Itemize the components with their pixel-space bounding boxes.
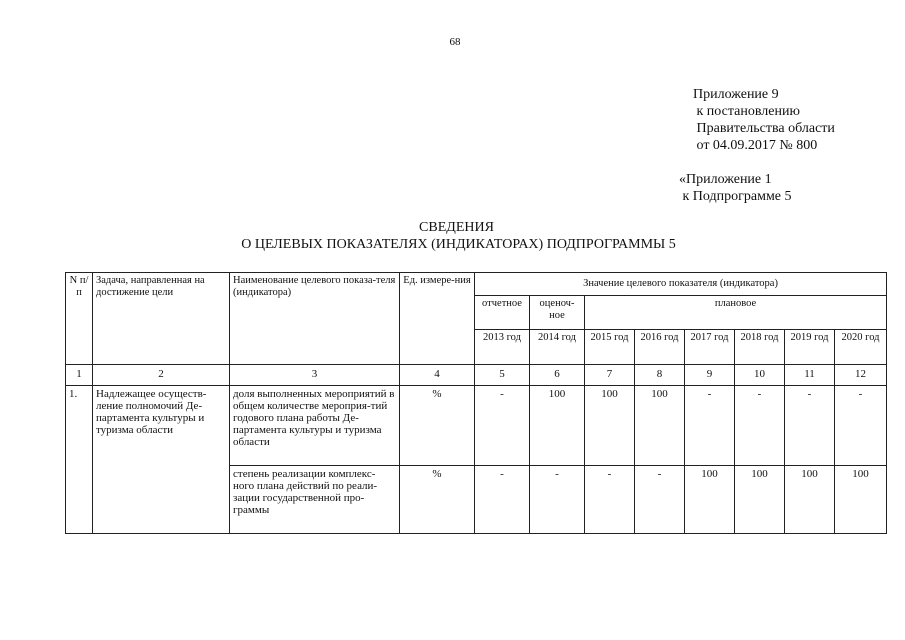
row-value: - <box>530 466 585 534</box>
header-task: Задача, направленная на достижение цели <box>93 273 230 365</box>
column-number-row <box>66 365 887 386</box>
row-indicator: доля выполненных мероприятий в общем количестве мероприя-тий годового плана работы Де-партамента культуры и туризма области <box>230 386 400 466</box>
header-year: 2016 год <box>635 330 685 365</box>
column-number: 7 <box>585 365 635 386</box>
header-value: Значение целевого показателя (индикатора) <box>475 273 887 296</box>
row-value: 100 <box>835 466 887 534</box>
appendix-sub-block <box>679 171 792 205</box>
row-num: 1. <box>66 386 93 534</box>
column-number: 6 <box>530 365 585 386</box>
table-row <box>66 386 887 466</box>
column-number: 3 <box>230 365 400 386</box>
appendix-main-line: от 04.09.2017 № 800 <box>693 138 818 153</box>
header-unit: Ед. измере-ния <box>400 273 475 365</box>
column-number: 12 <box>835 365 887 386</box>
row-value: 100 <box>635 386 685 466</box>
header-year: 2013 год <box>475 330 530 365</box>
row-value: - <box>685 386 735 466</box>
header-year: 2015 год <box>585 330 635 365</box>
header-num: N п/п <box>66 273 93 365</box>
row-unit: % <box>400 386 475 466</box>
header-year: 2018 год <box>735 330 785 365</box>
row-value: - <box>735 386 785 466</box>
row-value: - <box>585 466 635 534</box>
row-indicator: степень реализации комплекс-ного плана действий по реали-зации государственной про-граммы <box>230 466 400 534</box>
header-planned: плановое <box>585 296 887 330</box>
row-value: 100 <box>530 386 585 466</box>
row-value: 100 <box>585 386 635 466</box>
appendix-main-line: Приложение 9 <box>693 87 779 102</box>
header-year: 2017 год <box>685 330 735 365</box>
row-value: - <box>835 386 887 466</box>
row-value: - <box>475 386 530 466</box>
row-task: Надлежащее осуществ-ление полномочий Де-партамента культуры и туризма области <box>93 386 230 534</box>
column-number: 4 <box>400 365 475 386</box>
header-reported: отчетное <box>475 296 530 330</box>
row-value: - <box>785 386 835 466</box>
appendix-main-line: Правительства области <box>693 121 835 136</box>
row-value: - <box>635 466 685 534</box>
header-year: 2020 год <box>835 330 887 365</box>
column-number: 2 <box>93 365 230 386</box>
appendix-sub-line: «Приложение 1 <box>679 172 772 187</box>
row-value: 100 <box>735 466 785 534</box>
document-title <box>0 219 905 253</box>
column-number: 9 <box>685 365 735 386</box>
column-number: 10 <box>735 365 785 386</box>
appendix-main-line: к постановлению <box>693 104 800 119</box>
header-year: 2019 год <box>785 330 835 365</box>
column-number: 8 <box>635 365 685 386</box>
header-indicator: Наименование целевого показа-теля (индикатора) <box>230 273 400 365</box>
row-value: 100 <box>685 466 735 534</box>
row-value: 100 <box>785 466 835 534</box>
page-number: 68 <box>449 36 461 48</box>
title-line-2: О ЦЕЛЕВЫХ ПОКАЗАТЕЛЯХ (ИНДИКАТОРАХ) ПОДПРОГРАММЫ 5 <box>241 237 676 252</box>
row-value: - <box>475 466 530 534</box>
header-row-1 <box>66 273 887 296</box>
header-year: 2014 год <box>530 330 585 365</box>
header-estimated: оценоч-ное <box>530 296 585 330</box>
appendix-main-block <box>693 86 835 154</box>
indicators-table <box>65 272 887 534</box>
column-number: 5 <box>475 365 530 386</box>
column-number: 11 <box>785 365 835 386</box>
row-unit: % <box>400 466 475 534</box>
title-line-1: СВЕДЕНИЯ <box>419 220 494 235</box>
appendix-sub-line: к Подпрограмме 5 <box>679 189 792 204</box>
column-number: 1 <box>66 365 93 386</box>
